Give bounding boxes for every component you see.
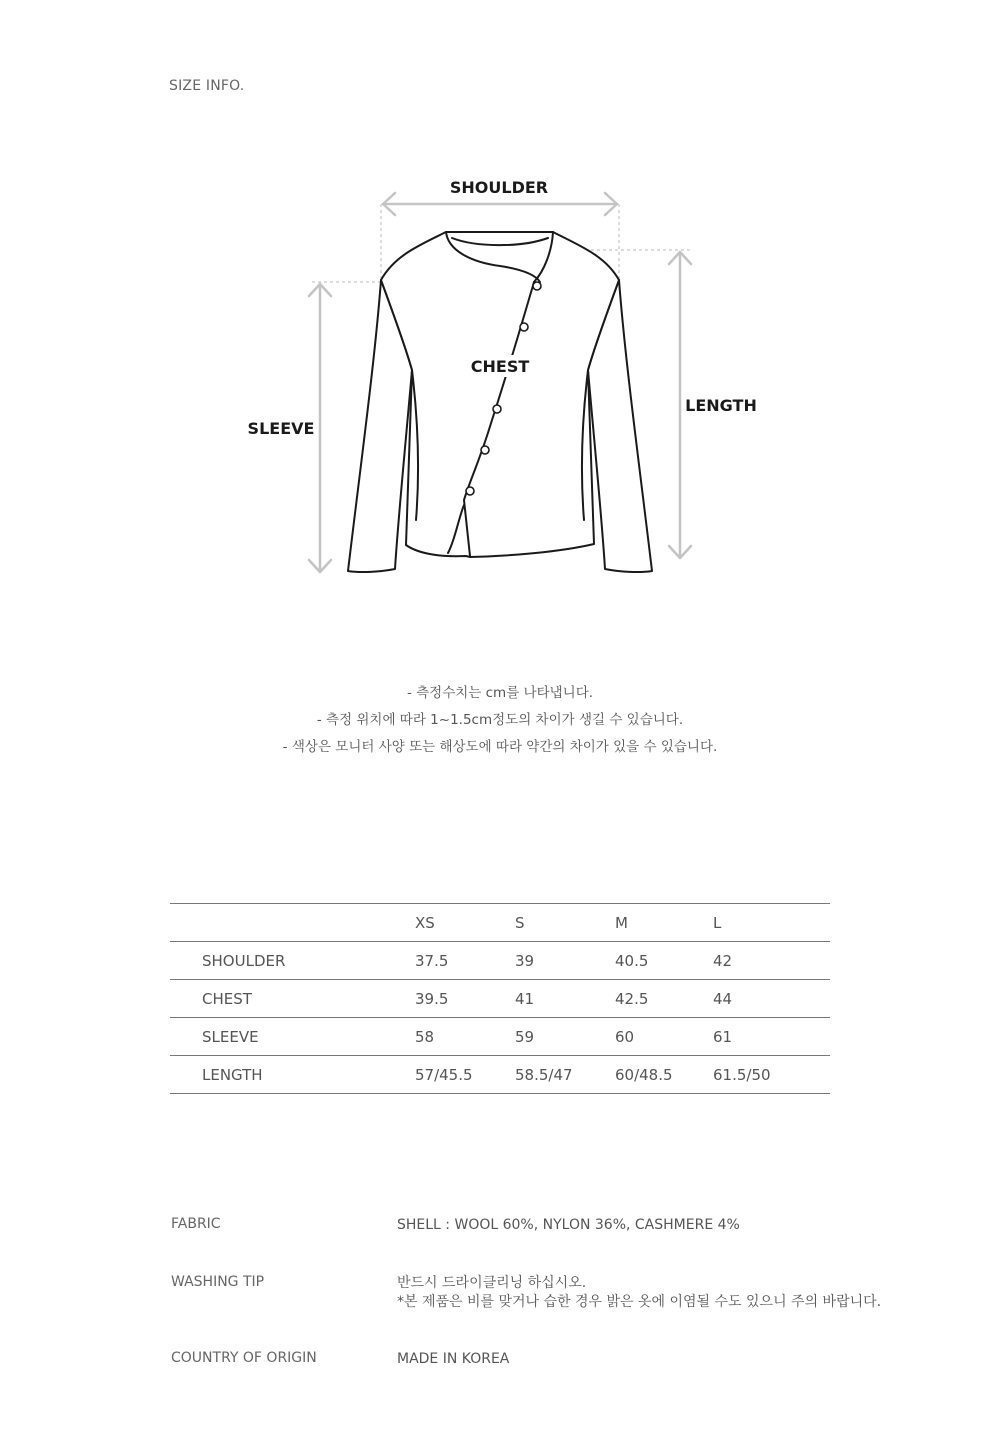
section-title: SIZE INFO. — [169, 78, 245, 94]
note-line: - 측정수치는 cm를 나타냅니다. — [406, 685, 594, 701]
fabric-label: FABRIC — [171, 1216, 221, 1232]
length-label: LENGTH — [685, 396, 757, 415]
row-label: SLEEVE — [170, 1018, 415, 1056]
washing-value — [397, 1274, 881, 1312]
table-cell: 60 — [615, 1018, 713, 1056]
table-cell: 61 — [713, 1018, 830, 1056]
table-cell: 41 — [515, 980, 615, 1018]
origin-label: COUNTRY OF ORIGIN — [171, 1350, 317, 1366]
washing-label: WASHING TIP — [171, 1274, 265, 1290]
row-label: CHEST — [170, 980, 415, 1018]
table-cell: 58.5/47 — [515, 1056, 615, 1094]
table-cell: 42 — [713, 942, 830, 980]
table-header: L — [713, 904, 830, 942]
washing-line: 반드시 드라이클리닝 하십시오. — [397, 1275, 587, 1291]
row-label: SHOULDER — [170, 942, 415, 980]
table-header: S — [515, 904, 615, 942]
sleeve-label: SLEEVE — [247, 419, 315, 438]
table-cell: 58 — [415, 1018, 515, 1056]
table-cell: 37.5 — [415, 942, 515, 980]
table-cell: 61.5/50 — [713, 1056, 830, 1094]
table-row — [170, 980, 830, 1018]
row-label: LENGTH — [170, 1056, 415, 1094]
table-cell: 57/45.5 — [415, 1056, 515, 1094]
table-cell: 40.5 — [615, 942, 713, 980]
jacket-illustration — [348, 232, 652, 572]
table-header — [170, 904, 415, 942]
table-cell: 60/48.5 — [615, 1056, 713, 1094]
table-header-row — [170, 904, 830, 942]
washing-line: *본 제품은 비를 맞거나 습한 경우 밝은 옷에 이염될 수도 있으니 주의 바랍니다. — [397, 1294, 882, 1310]
table-row — [170, 1018, 830, 1056]
table-cell: 42.5 — [615, 980, 713, 1018]
note-line: - 측정 위치에 따라 1~1.5cm정도의 차이가 생길 수 있습니다. — [316, 712, 684, 728]
table-row — [170, 942, 830, 980]
table-header: XS — [415, 904, 515, 942]
measurement-notes — [0, 680, 1000, 761]
garment-measurement-diagram — [0, 150, 1000, 600]
table-cell: 44 — [713, 980, 830, 1018]
table-cell: 39.5 — [415, 980, 515, 1018]
table-row — [170, 1056, 830, 1094]
shoulder-label: SHOULDER — [449, 178, 549, 197]
table-cell: 39 — [515, 942, 615, 980]
table-cell: 59 — [515, 1018, 615, 1056]
size-table — [170, 903, 830, 1094]
fabric-value: SHELL : WOOL 60%, NYLON 36%, CASHMERE 4% — [397, 1217, 740, 1233]
note-line: - 색상은 모니터 사양 또는 해상도에 따라 약간의 차이가 있을 수 있습니다. — [282, 739, 718, 755]
table-header: M — [615, 904, 713, 942]
chest-label: CHEST — [470, 357, 530, 376]
origin-value: MADE IN KOREA — [397, 1351, 510, 1367]
